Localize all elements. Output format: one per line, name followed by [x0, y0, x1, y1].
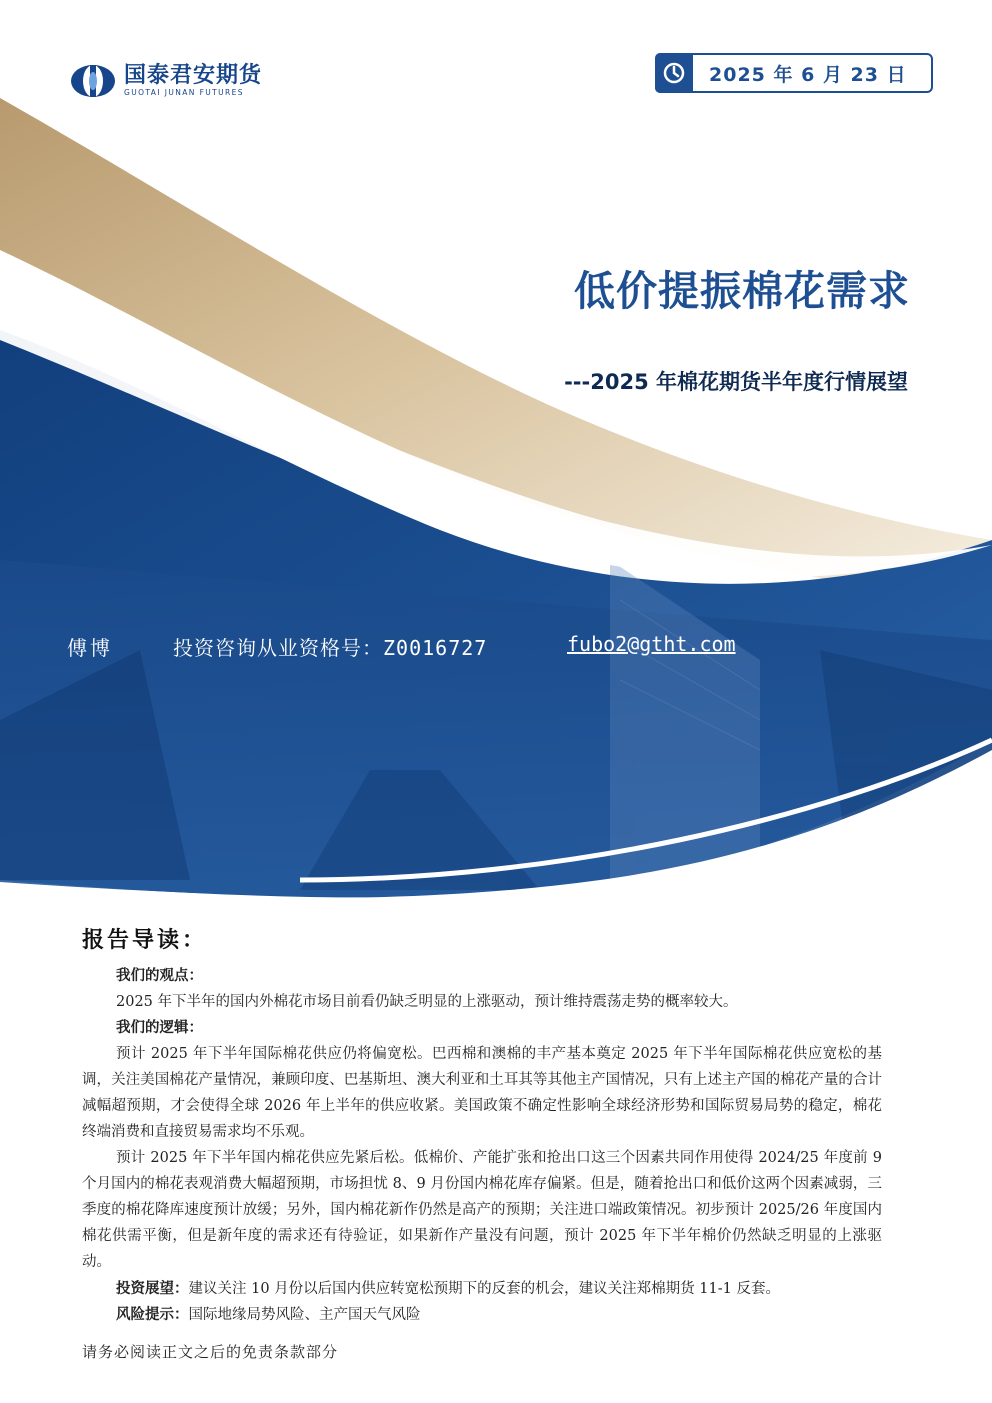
risk-label: 风险提示：: [116, 1306, 189, 1323]
logo-name-cn: 国泰君安期货: [124, 63, 263, 88]
risk-row: [116, 1302, 421, 1328]
report-title: 低价提振棉花需求: [574, 267, 910, 315]
date-badge: [655, 53, 933, 93]
logo-name-en: GUOTAI JUNAN FUTURES: [124, 88, 244, 97]
author-email-link[interactable]: fubo2@gtht.com: [567, 632, 736, 656]
author-certificate: 投资咨询从业资格号：Z0016727: [173, 636, 488, 660]
logic-paragraph-2: 预计 2025 年下半年国内棉花供应先紧后松。低棉价、产能扩张和抢出口这三个因素共同作用使得 2024/25 年度前 9 个月国内的棉花表观消费大幅超预期，市场担忧 8、9 月份国内棉花库存偏紧。但是，随着抢出口和低价这两个因素减弱，三季度的棉花降库速度预计放缓；另外，国内棉花新作仍然是高产的预期；关注进口端政策情况。初步预计 2025/26 年度国内棉花供需平衡，但是新年度的需求还有待验证，如果新作产量没有问题，预计 2025 年下半年棉价仍然缺乏明显的上涨驱动。: [82, 1150, 882, 1270]
outlook-label: 投资展望：: [116, 1280, 189, 1297]
company-logo: [70, 63, 262, 99]
report-date: 2025 年 6 月 23 日: [709, 63, 907, 86]
logo-mark-icon: [70, 63, 116, 99]
logic-paragraph-1: 预计 2025 年下半年国际棉花供应仍将偏宽松。巴西棉和澳棉的丰产基本奠定 2025 年下半年国际棉花供应宽松的基调，关注美国棉花产量情况，兼顾印度、巴基斯坦、澳大利亚和土耳其等其他主产国情况，只有上述主产国的棉花产量的合计减幅超预期，才会使得全球 2026 年上半年的供应收紧。美国政策不确定性影响全球经济形势和国际贸易局势的稳定，棉花终端消费和直接贸易需求均不乐观。: [82, 1046, 882, 1140]
view-label: 我们的观点：: [116, 967, 203, 984]
logic-label: 我们的逻辑：: [116, 1019, 203, 1036]
report-reading-heading: 报告导读：: [82, 927, 208, 953]
author-name: 傅博: [67, 636, 113, 660]
disclaimer-note: 请务必阅读正文之后的免责条款部分: [82, 1343, 339, 1361]
outlook-row: [116, 1276, 780, 1302]
clock-icon: [655, 53, 693, 93]
report-subtitle: ---2025 年棉花期货半年度行情展望: [564, 370, 908, 394]
outlook-text: 建议关注 10 月份以后国内供应转宽松预期下的反套的机会，建议关注郑棉期货 11-1 反套。: [188, 1281, 780, 1297]
risk-text: 国际地缘局势风险、主产国天气风险: [188, 1307, 421, 1323]
view-text: 2025 年下半年的国内外棉花市场目前看仍缺乏明显的上涨驱动，预计维持震荡走势的概率较大。: [116, 994, 738, 1010]
